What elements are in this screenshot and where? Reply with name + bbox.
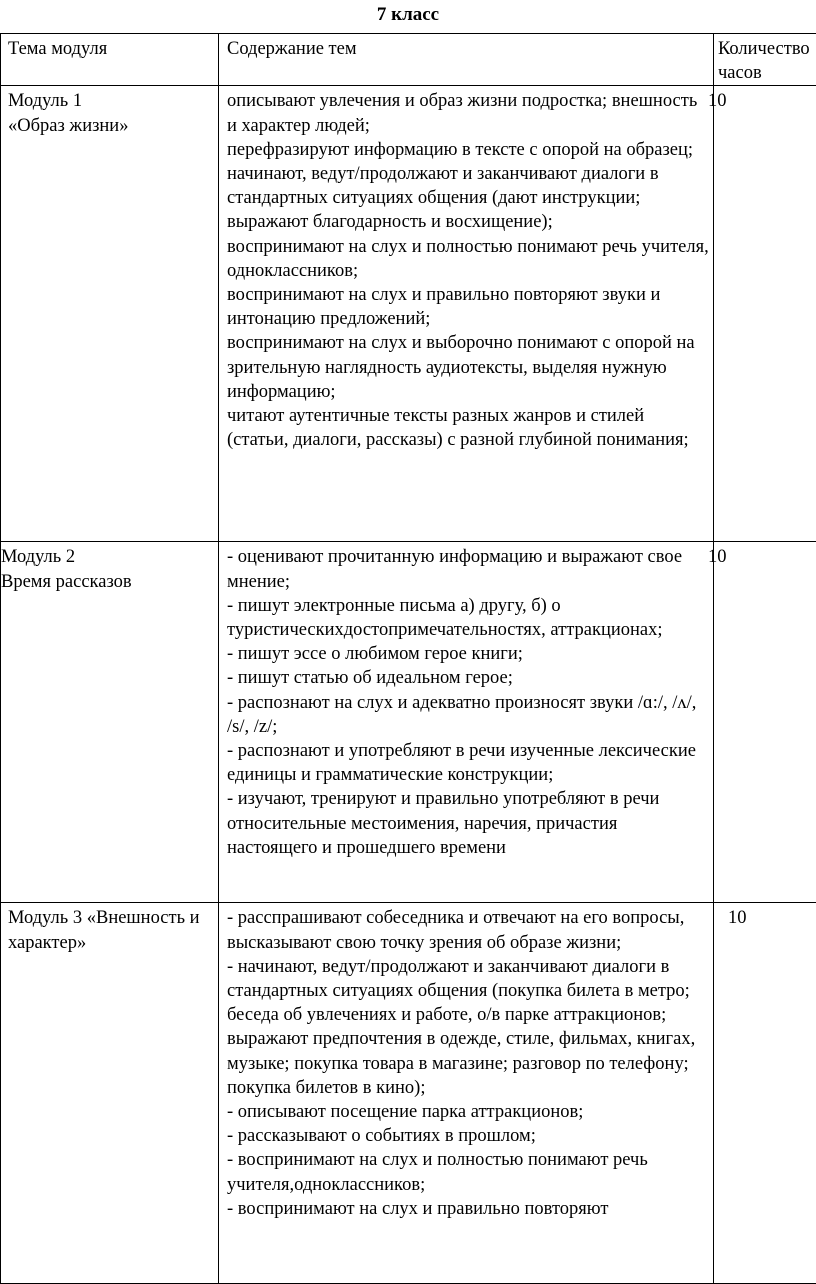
hours-cell bbox=[714, 542, 816, 903]
header-cell-topic bbox=[1, 34, 219, 86]
table-row bbox=[1, 86, 816, 542]
header-cell-content bbox=[219, 34, 714, 86]
content-cell bbox=[219, 542, 714, 903]
content-cell bbox=[219, 903, 714, 1284]
topic-cell bbox=[1, 86, 219, 542]
curriculum-table bbox=[0, 33, 816, 1284]
header-content-label: Содержание тем bbox=[219, 34, 713, 61]
module-hours: 10 bbox=[702, 86, 816, 113]
header-hours-label: Количество часов bbox=[714, 34, 816, 85]
table-row bbox=[1, 542, 816, 903]
module-content: описывают увлечения и образ жизни подростка; внешность и характер людей; перефразируют информацию в тексте с опорой на образец; начинают, ведут/продолжают и заканчивают диалоги в стандартных ситуациях общения (дают инструкции; выражают благодарность и восхищение); воспринимают на слух и полностью понимают речь учителя, одноклассников; воспринимают на слух и правильно повторяют звуки и интонацию предложений; воспринимают на слух и выборочно понимают с опорой на зрительную наглядность аудиотексты, выделяя нужную информацию; читают аутентичные тексты разных жанров и стилей (статьи, диалоги, рассказы) с разной глубиной понимания; bbox=[219, 86, 713, 452]
module-content: - расспрашивают собеседника и отвечают на его вопросы, высказывают свою точку зрения об образе жизни; - начинают, ведут/продолжают и заканчивают диалоги в стандартных ситуациях общения (покупка билета в метро; беседа об увлечениях и работе, о/в парке аттракционов; выражают предпочтения в одежде, стиле, фильмах, книгах, музыке; покупка товара в магазине; разговор по телефону; покупка билетов в кино); - описывают посещение парка аттракционов; - рассказывают о событиях в прошлом; - воспринимают на слух и полностью понимают речь учителя,одноклассников; - воспринимают на слух и правильно повторяют bbox=[219, 903, 713, 1221]
content-cell bbox=[219, 86, 714, 542]
hours-cell bbox=[714, 903, 816, 1284]
module-hours: 10 bbox=[702, 542, 816, 569]
module-content: - оценивают прочитанную информацию и выражают свое мнение; - пишут электронные письма а) другу, б) о туристическихдостопримечательностях, аттракционах; - пишут эссе о любимом герое книги; - пишут статью об идеальном герое; - распознают на слух и адекватно произносят звуки /ɑ:/, /ʌ/, /s/, /z/; - распознают и употребляют в речи изученные лексические единицы и грамматические конструкции; - изучают, тренируют и правильно употребляют в речи относительные местоимения, наречия, причастия настоящего и прошедшего времени bbox=[219, 542, 713, 860]
module-hours: 10 bbox=[722, 903, 816, 930]
hours-cell bbox=[714, 86, 816, 542]
page-heading: 7 класс bbox=[0, 3, 816, 27]
module-topic: Модуль 3 «Внешность и характер» bbox=[1, 903, 218, 954]
table-header-row bbox=[1, 34, 816, 86]
module-topic: Модуль 1 «Образ жизни» bbox=[1, 86, 218, 137]
header-cell-hours bbox=[714, 34, 816, 86]
topic-cell bbox=[1, 542, 219, 903]
topic-cell bbox=[1, 903, 219, 1284]
header-topic-label: Тема модуля bbox=[1, 34, 218, 61]
module-topic: Модуль 2 Время рассказов bbox=[0, 542, 218, 593]
table-row bbox=[1, 903, 816, 1284]
